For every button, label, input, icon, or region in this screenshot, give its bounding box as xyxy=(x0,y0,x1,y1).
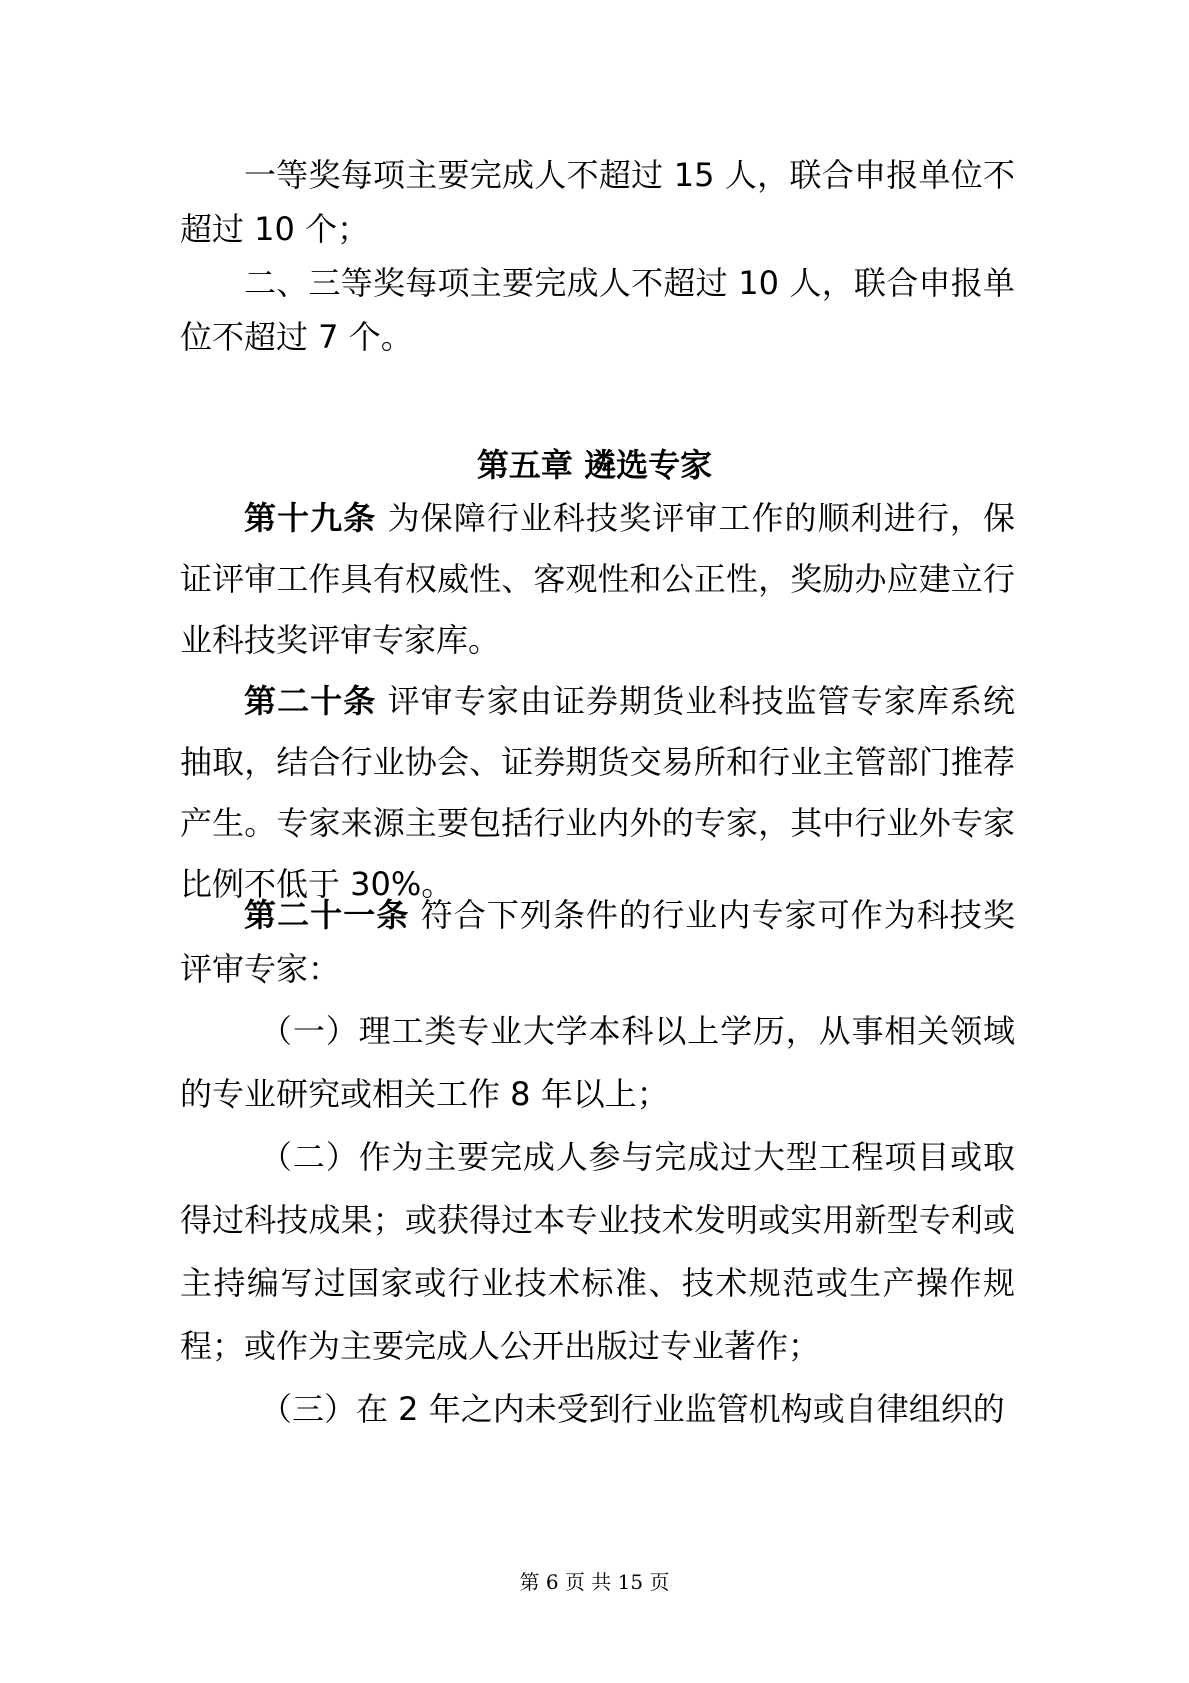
article-21 xyxy=(180,888,1015,996)
article-21-body: 符合下列条件的行业内专家可作为科技奖评审专家： xyxy=(180,896,1015,988)
condition-item: （三）在 2 年之内未受到行业监管机构或自律组织的 xyxy=(260,1390,1005,1428)
article-20-head: 第二十条 xyxy=(244,682,377,720)
article-20 xyxy=(180,671,1015,915)
chapter-title: 第五章 遴选专家 xyxy=(476,446,713,484)
condition-item: （一）理工类专业大学本科以上学历，从事相关领域的专业研究或相关工作 8 年以上； xyxy=(180,1012,1015,1113)
articles-section xyxy=(180,488,1015,915)
article-21-head: 第二十一条 xyxy=(244,896,410,934)
first-prize-paragraph: 一等奖每项主要完成人不超过 15 人，联合申报单位不超过 10 个； xyxy=(180,156,1015,248)
condition-item: （二）作为主要完成人参与完成过大型工程项目或取得过科技成果；或获得过本专业技术发明或实用新型专利或主持编写过国家或行业技术标准、技术规范或生产操作规程；或作为主要完成人公开出版过专业著作； xyxy=(180,1138,1015,1365)
article-19-head: 第十九条 xyxy=(244,499,377,537)
top-section xyxy=(180,148,1015,364)
page-footer: 第 6 页 共 15 页 xyxy=(519,1570,670,1594)
article-19 xyxy=(180,488,1015,671)
article-19-body: 为保障行业科技奖评审工作的顺利进行，保证评审工作具有权威性、客观性和公正性，奖励办应建立行业科技奖评审专家库。 xyxy=(180,499,1015,659)
article-20-body: 评审专家由证券期货业科技监管专家库系统抽取，结合行业协会、证券期货交易所和行业主管部门推荐产生。专家来源主要包括行业内外的专家，其中行业外专家比例不低于 30%。 xyxy=(180,682,1015,903)
article-21-section xyxy=(180,888,1015,996)
second-third-prize-paragraph: 二、三等奖每项主要完成人不超过 10 人，联合申报单位不超过 7 个。 xyxy=(180,264,1015,356)
conditions-section xyxy=(180,1000,1015,1441)
